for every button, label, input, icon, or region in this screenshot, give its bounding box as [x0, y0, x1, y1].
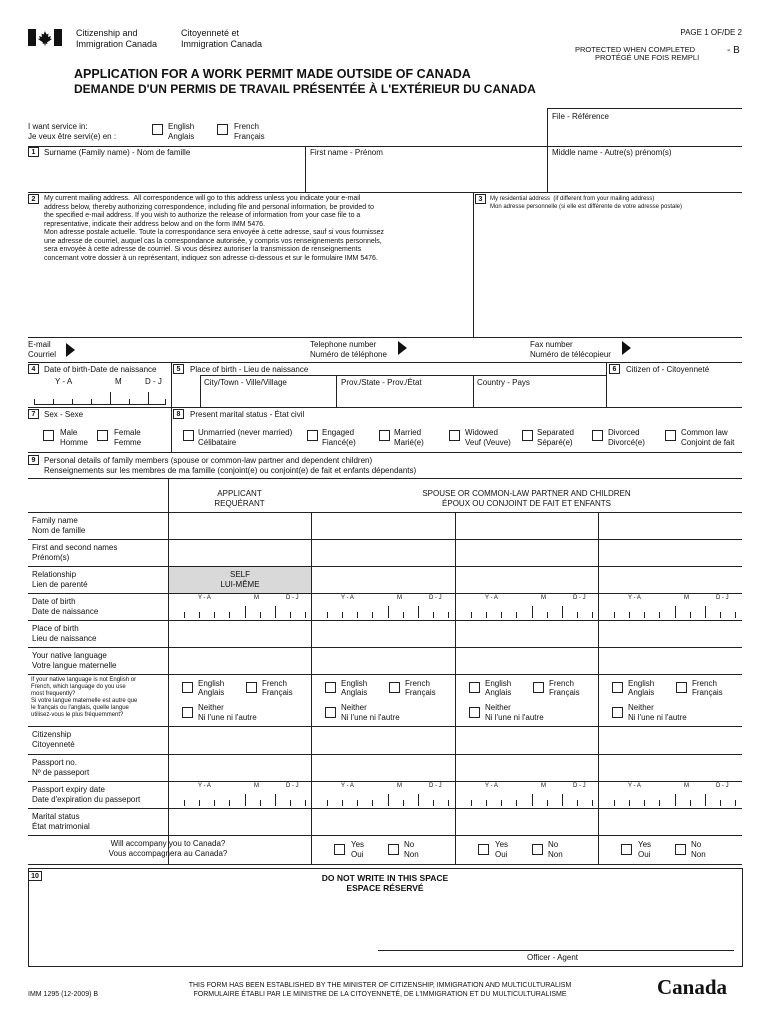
col-0-french-label: French	[262, 679, 287, 688]
row-family-name-label-fr: Nom de famille	[32, 526, 86, 535]
family-details-label-fr: Renseignements sur les membres de ma famille (conjoint(e) ou conjoint(e) de fait et enfants dépendants)	[44, 466, 417, 475]
col-2-accompany-no-checkbox[interactable]	[532, 844, 543, 855]
pob-city-input[interactable]	[204, 390, 332, 405]
col-0-neither-label-fr: Ni l'une ni l'autre	[198, 713, 257, 722]
marital-common-law-label: Common law	[681, 428, 728, 437]
col-1-accompany-no-label-fr: Non	[404, 850, 419, 859]
instruction-line: concernant votre dossier à un représentant, indiquez son adresse ci-dessous et sur le formulaire IMM 5476.	[44, 254, 378, 262]
footer-legal-en: THIS FORM HAS BEEN ESTABLISHED BY THE MINISTER OF CITIZENSHIP, IMMIGRATION AND MULTICULTURALISM	[188, 982, 572, 989]
col-1-accompany-no-checkbox[interactable]	[388, 844, 399, 855]
row-passport-label-fr: Nº de passeport	[32, 768, 90, 777]
col-2-relationship-input[interactable]	[458, 569, 595, 591]
instruction-line: the specified e-mail address. If you wish to authorize the release of information from your case file to a	[44, 212, 361, 219]
residential-address-label: My residential address (if different from your mailing address)	[490, 196, 655, 202]
fax-label: Fax number	[530, 340, 573, 349]
col-1-english-checkbox[interactable]	[325, 682, 336, 693]
col-1-citizenship-input[interactable]	[314, 729, 451, 751]
col-3-native-language-input[interactable]	[601, 650, 738, 672]
col-0-given-names-input[interactable]	[171, 542, 308, 564]
service-english-label-fr: Anglais	[168, 132, 195, 141]
marital-separated-checkbox[interactable]	[522, 430, 533, 441]
col-3-citizenship-input[interactable]	[601, 729, 738, 751]
marital-separated-label: Separated	[537, 428, 574, 437]
col-0-passport-number-input[interactable]	[171, 757, 308, 779]
footer-legal-fr: FORMULAIRE ÉTABLI PAR LE MINISTRE DE LA CITOYENNETÉ, DE L'IMMIGRATION ET DU MULTICULTURALISME	[193, 991, 567, 998]
spouse-header-fr: ÉPOUX OU CONJOINT DE FAIT ET ENFANTS	[442, 499, 611, 508]
col-0-passport-expiry-day-label: D - J	[286, 783, 299, 789]
col-0-dob-input[interactable]	[184, 606, 305, 618]
marital-common-law-label-fr: Conjoint de fait	[681, 438, 735, 447]
service-french-checkbox[interactable]	[217, 124, 228, 135]
row-accompany-label: Will accompany you to Canada?	[110, 839, 226, 848]
row-language-label: Your native language	[32, 651, 107, 660]
sex-male-checkbox[interactable]	[43, 430, 54, 441]
col-2-marital-status-input[interactable]	[458, 811, 595, 833]
col-2-given-names-input[interactable]	[458, 542, 595, 564]
pob-prov-input[interactable]	[341, 390, 469, 405]
col-2-dob-day-label: D - J	[573, 595, 586, 601]
col-1-place-of-birth-input[interactable]	[314, 623, 451, 645]
col-3-french-label-fr: Français	[692, 688, 723, 697]
row-marital-status-label: Marital status	[32, 812, 80, 821]
col-0-citizenship-input[interactable]	[171, 729, 308, 751]
dept-name-en: Citizenship and	[76, 28, 138, 38]
col-0-french-checkbox[interactable]	[246, 682, 257, 693]
col-1-passport-number-input[interactable]	[314, 757, 451, 779]
applicant-header-fr: REQUÉRANT	[214, 499, 265, 508]
service-label-en: I want service in:	[28, 122, 88, 131]
col-3-dob-month-label: M	[684, 595, 689, 601]
col-0-english-checkbox[interactable]	[182, 682, 193, 693]
canada-wordmark: Canada	[657, 975, 728, 999]
col-1-marital-status-input[interactable]	[314, 811, 451, 833]
sex-male-label-fr: Homme	[60, 438, 89, 447]
form-id: IMM 1295 (12-2009) B	[28, 991, 99, 998]
citizenship-input[interactable]	[612, 378, 740, 404]
pob-prov-label: Prov./State - Prov./État	[341, 378, 422, 387]
col-2-english-checkbox[interactable]	[469, 682, 480, 693]
col-2-dob-input[interactable]	[471, 606, 592, 618]
col-0-english-label: English	[198, 679, 225, 688]
marital-married-label-fr: Marié(e)	[394, 438, 424, 447]
col-0-passport-expiry-month-label: M	[254, 783, 259, 789]
spouse-header: SPOUSE OR COMMON-LAW PARTNER AND CHILDREN	[422, 489, 631, 498]
instruction-line: My current mailing address. All correspondence will go to this address unless you indicate your e-mail	[44, 195, 361, 202]
dob-input[interactable]	[34, 392, 166, 405]
dob-label: Date of birth-Date de naissance	[44, 365, 157, 374]
marital-married-label: Married	[394, 428, 422, 437]
section-2-number: 2	[28, 194, 39, 204]
marital-status-label: Present marital status - État civil	[190, 410, 305, 419]
question-line: le français ou l'anglais, quelle langue	[31, 705, 129, 711]
col-3-neither-label-fr: Ni l'une ni l'autre	[628, 713, 687, 722]
col-2-family-name-input[interactable]	[458, 515, 595, 537]
col-3-english-checkbox[interactable]	[612, 682, 623, 693]
instruction-line: Mon adresse postale actuelle. Toute la correspondance sera envoyée à cette adresse, sauf si vous fournissez	[44, 229, 384, 236]
title-en: APPLICATION FOR A WORK PERMIT MADE OUTSIDE OF CANADA	[74, 67, 471, 81]
col-2-accompany-yes-label-fr: Oui	[495, 850, 508, 859]
col-1-french-label: French	[405, 679, 430, 688]
section-3-number: 3	[475, 194, 486, 204]
dept-name-en-2: Immigration Canada	[76, 39, 158, 49]
marital-common-law-checkbox[interactable]	[665, 430, 676, 441]
col-3-accompany-no-label: No	[691, 840, 702, 849]
col-3-relationship-input[interactable]	[601, 569, 738, 591]
col-1-dob-month-label: M	[397, 595, 402, 601]
col-3-place-of-birth-input[interactable]	[601, 623, 738, 645]
title-fr: DEMANDE D'UN PERMIS DE TRAVAIL PRÉSENTÉE À L'EXTÉRIEUR DU CANADA	[74, 82, 536, 96]
row-dob-label-fr: Date de naissance	[32, 607, 99, 616]
col-2-accompany-yes-label: Yes	[495, 840, 509, 849]
surname-input[interactable]	[40, 160, 300, 190]
marital-divorced-label: Divorced	[608, 428, 640, 437]
residential-address-label-fr: Mon adresse personnelle (si elle est différente de votre adresse postale)	[490, 204, 682, 210]
marital-unmarried-label-fr: Célibataire	[198, 438, 237, 447]
marital-widowed-label: Widowed	[465, 428, 498, 437]
section-9-number: 9	[28, 455, 39, 465]
dept-name-fr: Citoyenneté et	[181, 28, 240, 38]
arrow-right-icon	[66, 343, 75, 357]
col-1-passport-expiry-day-label: D - J	[429, 783, 442, 789]
applicant-header: APPLICANT	[217, 489, 262, 498]
reserved-space-label-fr: ESPACE RÉSERVÉ	[346, 883, 424, 893]
col-1-passport-expiry-year-label: Y - A	[341, 783, 354, 789]
dept-name-fr-2: Immigration Canada	[181, 39, 263, 49]
col-0-dob-day-label: D - J	[286, 595, 299, 601]
protected-en: PROTECTED WHEN COMPLETED	[575, 45, 696, 54]
col-2-accompany-no-label: No	[548, 840, 559, 849]
instruction-line: address below, thereby authorizing correspondence, including file and personal information, be provided to	[44, 203, 374, 211]
arrow-right-icon	[622, 341, 631, 355]
row-dob-label: Date of birth	[32, 597, 76, 606]
residential-address-input[interactable]	[478, 214, 740, 332]
row-citizenship-label-fr: Citoyenneté	[32, 740, 75, 749]
col-3-french-label: French	[692, 679, 717, 688]
mailing-address-input[interactable]	[40, 284, 468, 332]
row-pob-label: Place of birth	[32, 624, 79, 633]
section-4-number: 4	[28, 364, 39, 374]
marital-separated-label-fr: Séparé(e)	[537, 438, 573, 447]
row-relationship-label: Relationship	[32, 570, 77, 579]
col-3-given-names-input[interactable]	[601, 542, 738, 564]
col-1-relationship-input[interactable]	[314, 569, 451, 591]
col-0-place-of-birth-input[interactable]	[171, 623, 308, 645]
row-passport-label: Passport no.	[32, 758, 77, 767]
col-2-accompany-no-label-fr: Non	[548, 850, 563, 859]
section-8-number: 8	[173, 409, 184, 419]
col-3-passport-number-input[interactable]	[601, 757, 738, 779]
col-2-english-label: English	[485, 679, 512, 688]
col-2-dob-year-label: Y - A	[485, 595, 498, 601]
col-0-neither-label: Neither	[198, 703, 224, 712]
col-0-family-name-input[interactable]	[171, 515, 308, 537]
col-3-passport-expiry-input[interactable]	[614, 794, 735, 806]
question-line: utilisez-vous le plus fréquemment?	[31, 712, 124, 718]
section-6-number: 6	[609, 364, 620, 374]
officer-label: Officer - Agent	[527, 953, 578, 962]
col-0-neither-checkbox[interactable]	[182, 707, 193, 718]
col-3-dob-year-label: Y - A	[628, 595, 641, 601]
col-2-citizenship-input[interactable]	[458, 729, 595, 751]
col-1-dob-input[interactable]	[327, 606, 448, 618]
col-1-passport-expiry-month-label: M	[397, 783, 402, 789]
sex-male-label: Male	[60, 428, 78, 437]
col-1-french-label-fr: Français	[405, 688, 436, 697]
marital-married-checkbox[interactable]	[379, 430, 390, 441]
col-2-passport-number-input[interactable]	[458, 757, 595, 779]
col-3-accompany-yes-label: Yes	[638, 840, 652, 849]
col-3-neither-checkbox[interactable]	[612, 707, 623, 718]
col-1-english-label: English	[341, 679, 368, 688]
col-3-accompany-no-label-fr: Non	[691, 850, 706, 859]
telephone-input[interactable]	[412, 340, 524, 360]
pob-country-label: Country - Pays	[477, 378, 530, 387]
col-0-english-label-fr: Anglais	[198, 688, 225, 697]
row-given-names-label: First and second names	[32, 543, 118, 552]
row-language-label-fr: Votre langue maternelle	[32, 661, 117, 670]
col-3-dob-day-label: D - J	[716, 595, 729, 601]
sex-female-label: Female	[114, 428, 141, 437]
col-0-passport-expiry-year-label: Y - A	[198, 783, 211, 789]
pob-country-input[interactable]	[477, 390, 601, 405]
reserved-space-label: DO NOT WRITE IN THIS SPACE	[321, 873, 449, 883]
col-0-dob-month-label: M	[254, 595, 259, 601]
marital-unmarried-label: Unmarried (never married)	[198, 428, 293, 437]
col-1-accompany-yes-label: Yes	[351, 840, 365, 849]
col-2-dob-month-label: M	[541, 595, 546, 601]
col-1-accompany-yes-checkbox[interactable]	[334, 844, 345, 855]
instruction-line: representative, indicate their address below and on the form IMM 5476.	[44, 220, 266, 228]
col-3-french-checkbox[interactable]	[676, 682, 687, 693]
email-label-fr: Courriel	[28, 350, 57, 359]
col-1-french-checkbox[interactable]	[389, 682, 400, 693]
col-2-native-language-input[interactable]	[458, 650, 595, 672]
protected-level: - B	[727, 45, 740, 56]
col-3-passport-expiry-year-label: Y - A	[628, 783, 641, 789]
col-0-passport-expiry-input[interactable]	[184, 794, 305, 806]
question-line: most frequently?	[31, 691, 76, 697]
col-1-native-language-input[interactable]	[314, 650, 451, 672]
sex-female-checkbox[interactable]	[97, 430, 108, 441]
col-2-passport-expiry-input[interactable]	[471, 794, 592, 806]
col-2-place-of-birth-input[interactable]	[458, 623, 595, 645]
protected-fr: PROTÉGÉ UNE FOIS REMPLI	[595, 53, 700, 62]
question-line: If your native language is not English or	[31, 677, 137, 683]
row-pob-label-fr: Lieu de naissance	[32, 634, 97, 643]
service-english-label: English	[168, 122, 195, 131]
col-2-passport-expiry-day-label: D - J	[573, 783, 586, 789]
marital-unmarried-checkbox[interactable]	[183, 430, 194, 441]
pob-label: Place of birth - Lieu de naissance	[190, 365, 309, 374]
col-3-accompany-no-checkbox[interactable]	[675, 844, 686, 855]
sex-label: Sex - Sexe	[44, 410, 84, 419]
col-1-family-name-input[interactable]	[314, 515, 451, 537]
instruction-line: sera envoyée à cette adresse de courriel. Si vous désirez autoriser la transmission de renseignements	[44, 246, 362, 253]
col-1-accompany-no-label: No	[404, 840, 415, 849]
col-2-passport-expiry-year-label: Y - A	[485, 783, 498, 789]
row-accompany-label-fr: Vous accompagnera au Canada?	[108, 849, 228, 858]
col-3-passport-expiry-month-label: M	[684, 783, 689, 789]
arrow-right-icon	[398, 341, 407, 355]
dob-day-label: D - J	[145, 377, 162, 386]
col-3-family-name-input[interactable]	[601, 515, 738, 537]
pob-city-label: City/Town - Ville/Village	[204, 378, 287, 387]
col-2-neither-label: Neither	[485, 703, 511, 712]
marital-widowed-checkbox[interactable]	[449, 430, 460, 441]
col-3-dob-input[interactable]	[614, 606, 735, 618]
row-relationship-label-fr: Lien de parenté	[32, 580, 88, 589]
email-label: E-mail	[28, 340, 51, 349]
col-3-english-label: English	[628, 679, 655, 688]
col-0-dob-year-label: Y - A	[198, 595, 211, 601]
self-label-fr: LUI-MÊME	[220, 580, 260, 589]
section-1-number: 1	[28, 147, 39, 157]
col-3-accompany-yes-label-fr: Oui	[638, 850, 651, 859]
col-1-english-label-fr: Anglais	[341, 688, 368, 697]
question-line: Si votre langue maternelle est autre que	[31, 698, 138, 704]
row-family-name-label: Family name	[32, 516, 78, 525]
col-2-neither-checkbox[interactable]	[469, 707, 480, 718]
surname-label: Surname (Family name) - Nom de famille	[44, 148, 191, 157]
row-other-language-question	[31, 677, 167, 719]
col-2-english-label-fr: Anglais	[485, 688, 512, 697]
marital-engaged-checkbox[interactable]	[307, 430, 318, 441]
first-name-label: First name - Prénom	[310, 148, 383, 157]
first-name-input[interactable]	[310, 160, 542, 190]
citizenship-label: Citizen of - Citoyenneté	[626, 365, 710, 374]
fax-label-fr: Numéro de télécopieur	[530, 350, 611, 359]
col-1-passport-expiry-input[interactable]	[327, 794, 448, 806]
col-3-marital-status-input[interactable]	[601, 811, 738, 833]
service-french-label-fr: Français	[234, 132, 265, 141]
col-1-neither-label: Neither	[341, 703, 367, 712]
col-1-neither-label-fr: Ni l'une ni l'autre	[341, 713, 400, 722]
section-5-number: 5	[173, 364, 184, 374]
col-2-neither-label-fr: Ni l'une ni l'autre	[485, 713, 544, 722]
col-3-passport-expiry-day-label: D - J	[716, 783, 729, 789]
col-0-native-language-input[interactable]	[171, 650, 308, 672]
canada-flag-icon	[28, 29, 62, 46]
telephone-label-fr: Numéro de téléphone	[310, 350, 387, 359]
service-label-fr: Je veux être servi(e) en :	[28, 132, 117, 141]
col-3-english-label-fr: Anglais	[628, 688, 655, 697]
mailing-address-instructions	[44, 195, 472, 263]
row-passport-expiry-label-fr: Date d'expiration du passeport	[32, 795, 141, 804]
row-citizenship-label: Citizenship	[32, 730, 72, 739]
col-1-dob-year-label: Y - A	[341, 595, 354, 601]
question-line: French, which language do you use	[31, 684, 126, 690]
marital-widowed-label-fr: Veuf (Veuve)	[465, 438, 511, 447]
col-0-marital-status-input[interactable]	[171, 811, 308, 833]
marital-engaged-label-fr: Fiancé(e)	[322, 438, 356, 447]
col-0-french-label-fr: Français	[262, 688, 293, 697]
instruction-line: une adresse de courriel, auquel cas la correspondance autorisée, y compris vos renseignements personnels,	[44, 237, 382, 245]
col-1-accompany-yes-label-fr: Oui	[351, 850, 364, 859]
self-label: SELF	[229, 570, 250, 579]
col-3-accompany-yes-checkbox[interactable]	[621, 844, 632, 855]
sex-female-label-fr: Femme	[114, 438, 142, 447]
middle-name-input[interactable]	[552, 160, 740, 190]
col-1-dob-day-label: D - J	[429, 595, 442, 601]
email-input[interactable]	[80, 340, 302, 360]
fax-input[interactable]	[636, 340, 740, 360]
col-2-french-label-fr: Français	[549, 688, 580, 697]
col-1-neither-checkbox[interactable]	[325, 707, 336, 718]
service-english-checkbox[interactable]	[152, 124, 163, 135]
col-2-passport-expiry-month-label: M	[541, 783, 546, 789]
page-number: PAGE 1 OF/DE 2	[680, 28, 742, 37]
col-3-neither-label: Neither	[628, 703, 654, 712]
middle-name-label: Middle name - Autre(s) prénom(s)	[552, 148, 672, 157]
section-10-number: 10	[28, 871, 42, 881]
marital-engaged-label: Engaged	[322, 428, 355, 437]
dob-year-label: Y - A	[55, 377, 73, 386]
row-marital-status-label-fr: État matrimonial	[32, 822, 90, 831]
family-details-label: Personal details of family members (spouse or common-law partner and dependent children)	[44, 456, 373, 465]
row-given-names-label-fr: Prénom(s)	[32, 553, 70, 562]
service-french-label: French	[234, 122, 259, 131]
col-2-french-label: French	[549, 679, 574, 688]
col-2-french-checkbox[interactable]	[533, 682, 544, 693]
file-reference-label: File - Référence	[552, 112, 609, 121]
marital-divorced-label-fr: Divorcé(e)	[608, 438, 645, 447]
col-1-given-names-input[interactable]	[314, 542, 451, 564]
marital-divorced-checkbox[interactable]	[592, 430, 603, 441]
col-2-accompany-yes-checkbox[interactable]	[478, 844, 489, 855]
telephone-label: Telephone number	[310, 340, 377, 349]
section-7-number: 7	[28, 409, 39, 419]
dob-month-label: M	[115, 377, 122, 386]
row-passport-expiry-label: Passport expiry date	[32, 785, 105, 794]
